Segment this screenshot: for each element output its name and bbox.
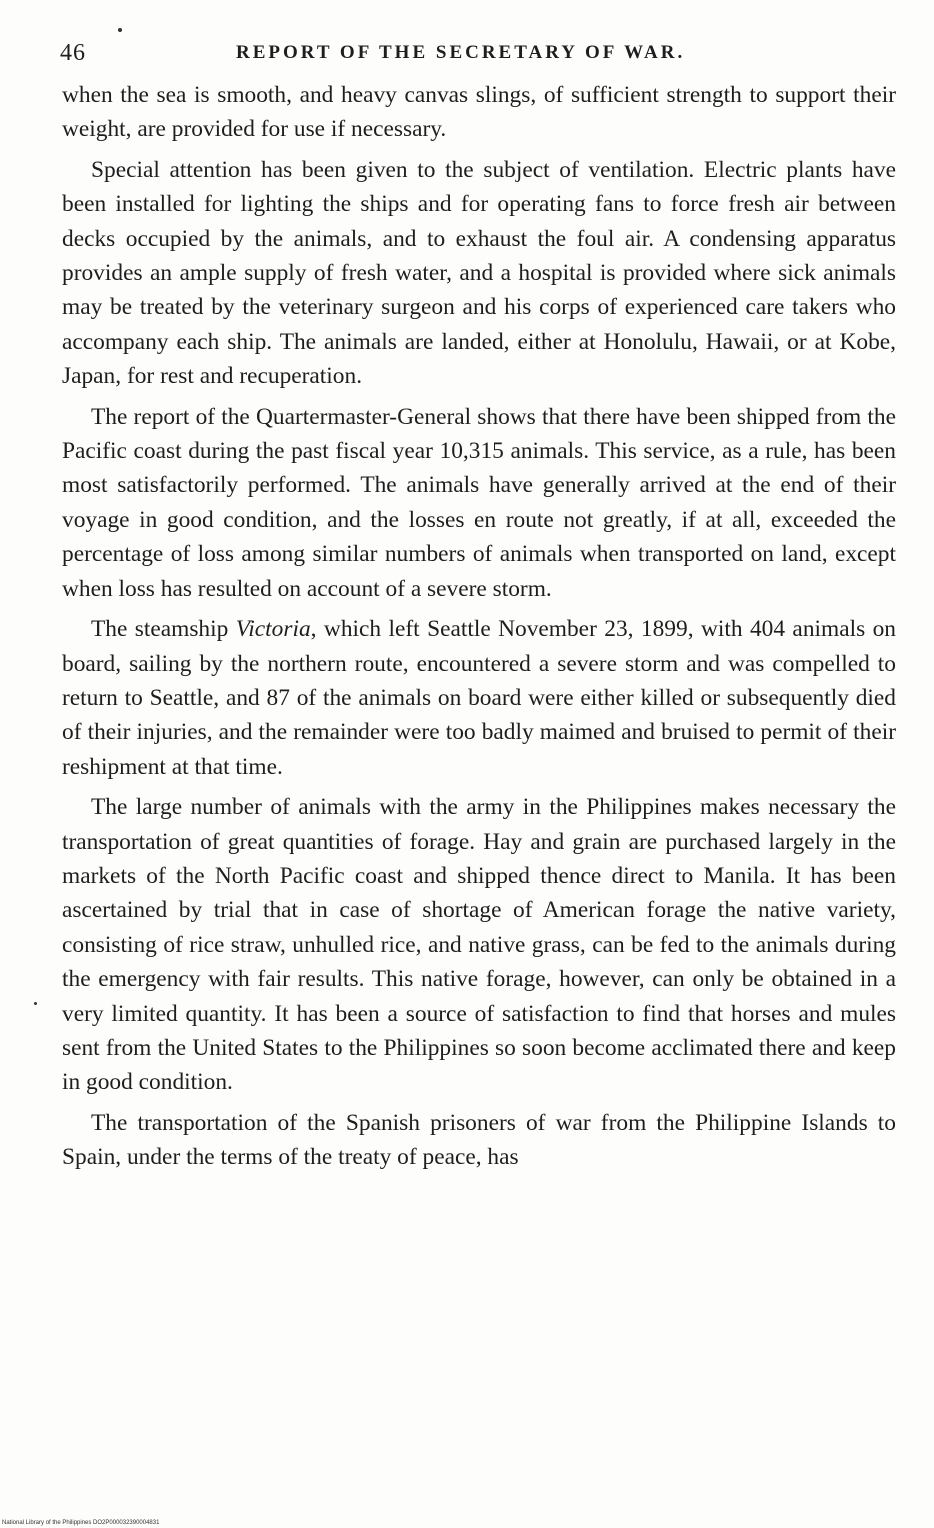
running-head: REPORT OF THE SECRETARY OF WAR. [236, 42, 686, 63]
paragraph-4-rest: , which left Seattle November 23, 1899, with 404 animals on board, sailing by the northern route, encountered a severe storm and was compelled to return to Seattle, and 87 of the animals on board were either killed or subsequently died of their injuries, and the remainder were too badly maimed and bruised to permit of their reshipment at that time. [62, 616, 896, 780]
body-text [62, 78, 896, 1175]
scan-footer: National Library of the Philippines DO2P000032390004831 [2, 1520, 160, 1526]
paragraph-4 [62, 612, 896, 784]
ink-speck [34, 1002, 37, 1005]
page-number: 46 [60, 40, 86, 66]
paragraph-5: The large number of animals with the army in the Philippines makes necessary the transportation of great quantities of forage. Hay and grain are purchased largely in the markets of the North Pacific coast and shipped thence direct to Manila. It has been ascertained by trial that in case of shortage of American forage the native variety, consisting of rice straw, unhulled rice, and native grass, can be fed to the animals during the emergency with fair results. This native forage, however, can only be obtained in a very limited quantity. It has been a source of satisfaction to find that horses and mules sent from the United States to the Philippines so soon become acclimated there and keep in good condition. [62, 794, 896, 1096]
ship-name: Victoria [235, 616, 311, 643]
paragraph-2: Special attention has been given to the subject of ventilation. Electric plants have been installed for lighting the ships and for operating fans to force fresh air between decks occupied by the animals, and to exhaust the foul air. A condensing apparatus provides an ample supply of fresh water, and a hospital is provided where sick animals may be treated by the veterinary surgeon and his corps of experienced care takers who accompany each ship. The animals are landed, either at Honolulu, Hawaii, or at Kobe, Japan, for rest and recuperation. [62, 156, 896, 390]
paragraph-4-lead: The steamship [91, 616, 236, 643]
paragraph-6: The transportation of the Spanish prisoners of war from the Philippine Islands to Spain, under the terms of the treaty of peace, has [62, 1109, 896, 1171]
ink-speck [118, 28, 122, 32]
paragraph-1: when the sea is smooth, and heavy canvas slings, of sufficient strength to support their weight, are provided for use if necessary. [62, 82, 896, 143]
paragraph-3: The report of the Quartermaster-General shows that there have been shipped from the Pacific coast during the past fiscal year 10,315 animals. This service, as a rule, has been most satisfactorily performed. The animals have generally arrived at the end of their voyage in good condition, and the losses en route not greatly, if at all, exceeded the percentage of loss among similar numbers of animals when transported on land, except when loss has resulted on account of a severe storm. [62, 403, 896, 602]
page-header [60, 34, 900, 74]
